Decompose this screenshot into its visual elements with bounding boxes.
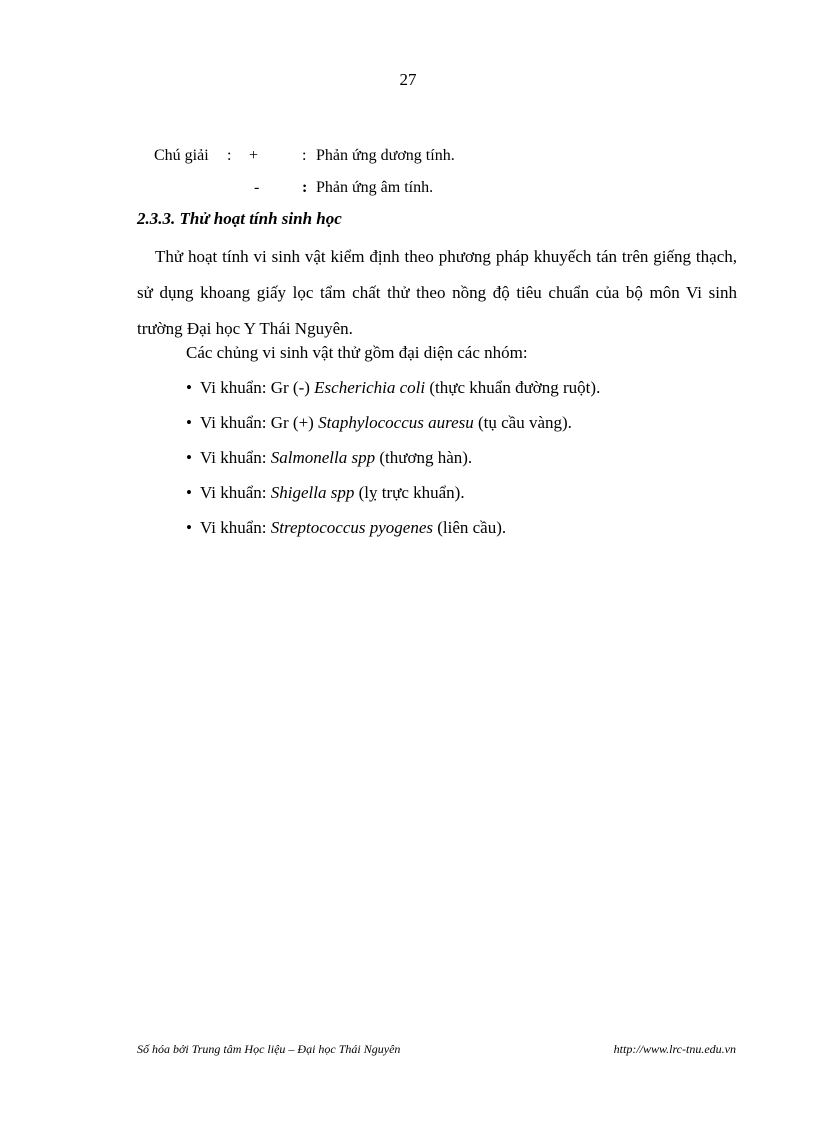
- footer-url: http://www.lrc-tnu.edu.vn: [613, 1042, 736, 1056]
- item-prefix: Vi khuẩn: Gr (+): [200, 413, 319, 432]
- list-item: [186, 411, 600, 446]
- legend-symbol-minus: -: [254, 179, 260, 196]
- item-suffix: (lỵ trực khuẩn).: [354, 483, 465, 502]
- item-suffix: (tụ cầu vàng).: [473, 413, 572, 432]
- method-paragraph: Thử hoạt tính vi sinh vật kiểm định theo phương pháp khuyếch tán trên giếng thạch, sử dụng khoang giấy lọc tẩm chất thử theo nồng độ tiêu chuẩn của bộ môn Vi sinh trường Đại học Y Thái Nguyên.: [137, 247, 737, 338]
- list-item: [186, 446, 600, 481]
- legend-colon: :: [302, 179, 308, 196]
- list-item: [186, 481, 600, 516]
- legend-description-positive: Phản ứng dương tính.: [316, 147, 455, 164]
- species-name: Salmonella spp: [270, 448, 376, 467]
- bullet-icon: •: [186, 483, 192, 502]
- bullet-icon: •: [186, 448, 192, 467]
- species-name: Escherichia coli: [314, 378, 426, 397]
- item-prefix: Vi khuẩn:: [200, 518, 271, 537]
- item-prefix: Vi khuẩn: Gr (-): [200, 378, 315, 397]
- item-prefix: Vi khuẩn:: [200, 448, 271, 467]
- legend-symbol-plus: +: [249, 147, 259, 164]
- item-prefix: Vi khuẩn:: [200, 483, 271, 502]
- bullet-icon: •: [186, 413, 192, 432]
- legend-description-negative: Phản ứng âm tính.: [316, 179, 434, 196]
- legend-colon: :: [302, 147, 307, 164]
- list-item: [186, 376, 600, 411]
- legend-row-negative: [0, 178, 816, 198]
- bullet-icon: •: [186, 518, 192, 537]
- item-suffix: (thực khuẩn đường ruột).: [425, 378, 601, 397]
- species-name: Streptococcus pyogenes: [270, 518, 433, 537]
- strain-intro: Các chủng vi sinh vật thử gồm đại diện các nhóm:: [186, 343, 528, 362]
- item-suffix: (thương hàn).: [375, 448, 473, 467]
- item-suffix: (liên cầu).: [432, 518, 507, 537]
- legend-label-colon: :: [227, 147, 232, 164]
- page-number: 27: [399, 70, 417, 89]
- legend-label: Chú giải: [154, 147, 209, 164]
- bullet-icon: •: [186, 378, 192, 397]
- legend-row-positive: [0, 146, 816, 166]
- footer-digitization-credit: Số hóa bởi Trung tâm Học liệu – Đại học Thái Nguyên: [137, 1042, 401, 1056]
- species-name: Shigella spp: [270, 483, 355, 502]
- section-heading: 2.3.3. Thử hoạt tính sinh học: [137, 209, 342, 228]
- species-name: Staphylococcus auresu: [318, 413, 474, 432]
- list-item: [186, 516, 600, 551]
- strain-list: [186, 376, 600, 551]
